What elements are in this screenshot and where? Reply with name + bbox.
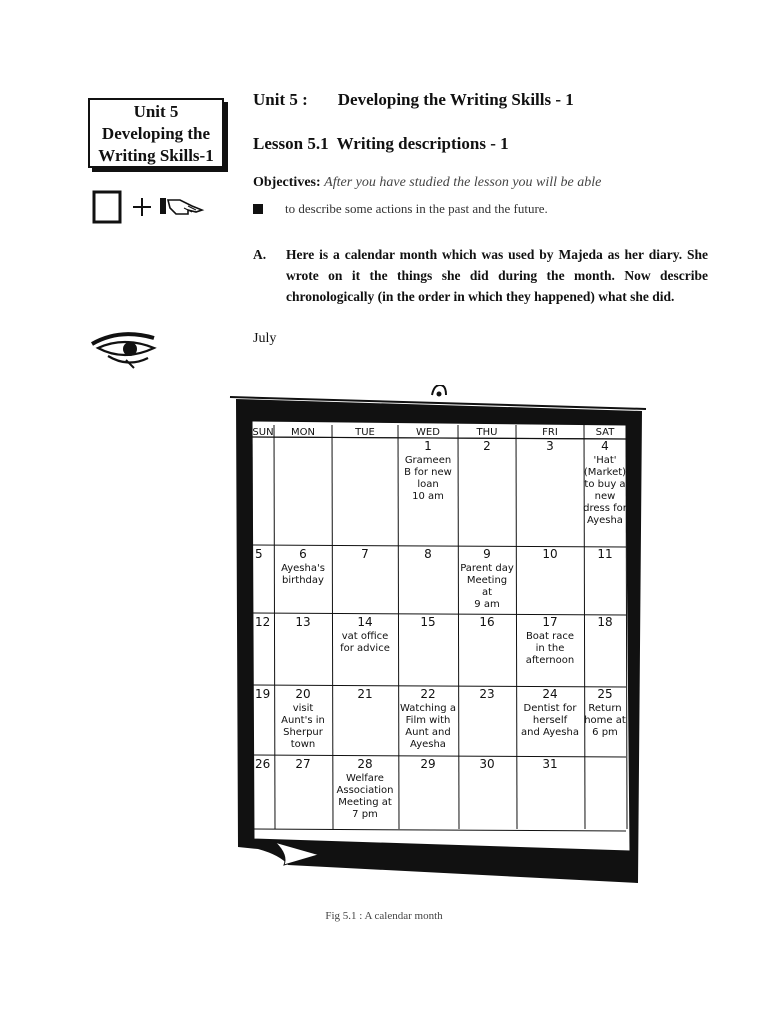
calendar-note-line: Ayesha [587,515,623,526]
calendar-note-line: (Market) [583,467,627,478]
calendar-note-line: birthday [282,575,324,586]
calendar-date: 1 [424,439,432,453]
calendar-note-line: for advice [340,643,390,654]
calendar-date: 15 [420,615,436,629]
calendar-note-line: Welfare [346,773,384,784]
calendar-date: 28 [357,757,373,771]
calendar-note-line: Grameen [404,455,452,466]
calendar-note-line: B for new [404,467,452,478]
square-bullet-icon [253,204,263,214]
calendar-date: 23 [479,687,495,701]
calendar-date: 13 [295,615,311,629]
calendar-date: 7 [361,547,369,561]
unit-box [88,98,224,168]
calendar-date: 25 [597,687,613,701]
calendar-date: 12 [255,615,271,629]
calendar-date: 14 [357,615,373,629]
calendar-date: 3 [546,439,554,453]
calendar-date: 18 [597,615,613,629]
calendar-note-line: town [290,739,316,750]
calendar-note-line: Watching a [400,703,456,714]
calendar-note-line: 7 pm [352,809,378,820]
calendar-day-header: SUN [252,427,274,438]
calendar-note-line: in the [535,643,565,654]
calendar-note-line: dress for [583,503,627,514]
calendar-date: 30 [479,757,495,771]
section-a-letter: A. [253,247,267,262]
calendar-date: 2 [483,439,491,453]
calendar-day-header: THU [476,427,498,438]
calendar-note-line: Meeting [466,575,508,586]
month-label: July [253,331,277,346]
calendar-note-line: Meeting at [338,797,392,808]
calendar-note-line: at [481,587,493,598]
calendar-note-line: Ayesha [410,739,446,750]
calendar-note-line: 'Hat' [593,455,617,466]
calendar-note-line: Return [588,703,622,714]
calendar-date: 11 [597,547,613,561]
calendar-note-line: Aunt and [405,727,451,738]
objective-bullet [253,201,548,217]
calendar-note-line: Association [336,785,394,796]
calendar-note-line: Aunt's in [281,715,325,726]
calendar-date: 26 [255,757,271,771]
section-a [253,244,708,307]
unit-title: Developing the Writing Skills - 1 [337,90,574,109]
calendar-day-header: SAT [595,427,615,438]
lesson-heading [253,134,509,154]
unit-box-line2: Developing the [101,124,211,143]
calendar-note-line: new [594,491,616,502]
unit-box-line3: Writing Skills-1 [98,146,214,165]
writing-box-icon [94,192,120,222]
calendar-note-line: Boat race [525,631,575,642]
calendar-note-line: home at [584,715,626,726]
unit-label: Unit 5 : [253,90,308,109]
unit-heading [253,90,574,110]
calendar-date: 6 [299,547,307,561]
objectives-text: After you have studied the lesson you will be able [324,175,602,190]
calendar-note-line: herself [532,715,568,726]
hand-icon [160,198,202,214]
objective-bullet-text: to describe some actions in the past and the future. [285,201,548,216]
calendar-date: 21 [357,687,373,701]
calendar-note-line: loan [417,479,439,490]
calendar-note-line: 10 am [412,491,444,502]
figure-caption: Fig 5.1 : A calendar month [325,910,443,922]
calendar-note-line: 9 am [474,599,500,610]
calendar-note-line: Sherpur [283,727,323,738]
calendar-date: 27 [295,757,311,771]
unit-box-line1: Unit 5 [133,102,179,121]
calendar-date: 4 [601,439,609,453]
calendar-note-line: afternoon [525,655,575,666]
calendar-illustration [228,385,658,890]
calendar-date: 24 [542,687,558,701]
calendar-date: 8 [424,547,432,561]
section-a-text: Here is a calendar month which was used by Majeda as her diary. She wrote on it the things she did during the month. Now describe chronologically (in the order in which they happened) what she did. [286,247,708,304]
calendar-date: 19 [255,687,271,701]
calendar-day-header: WED [416,427,440,438]
objectives [253,175,601,191]
lesson-label: Lesson 5.1 [253,134,329,153]
calendar-note-line: 6 pm [592,727,618,738]
objectives-label: Objectives: [253,175,321,190]
calendar-date: 31 [542,757,558,771]
calendar-date: 29 [420,757,436,771]
calendar-note-line: and Ayesha [521,727,579,738]
calendar-note-line: Dentist for [523,703,577,714]
calendar-note-line: Parent day [460,563,514,574]
calendar-note-line: Film with [405,715,451,726]
calendar-date: 22 [420,687,436,701]
plus-icon [133,198,151,216]
calendar-day-header: TUE [355,427,375,438]
calendar-date: 16 [479,615,495,629]
calendar-note-line: to buy a [584,479,626,490]
calendar-note-line: vat office [341,631,389,642]
calendar-day-header: FRI [542,427,558,438]
calendar-date: 9 [483,547,491,561]
calendar-date: 17 [542,615,558,629]
calendar-note-line: Ayesha's [281,563,325,574]
calendar-date: 5 [255,547,263,561]
calendar-note-line: visit [292,703,314,714]
writing-activity-icons [92,190,212,226]
calendar-date: 20 [295,687,311,701]
calendar-date: 10 [542,547,558,561]
calendar-day-header: MON [291,427,315,438]
lesson-title: Writing descriptions - 1 [336,134,509,153]
eye-icon [90,328,162,377]
